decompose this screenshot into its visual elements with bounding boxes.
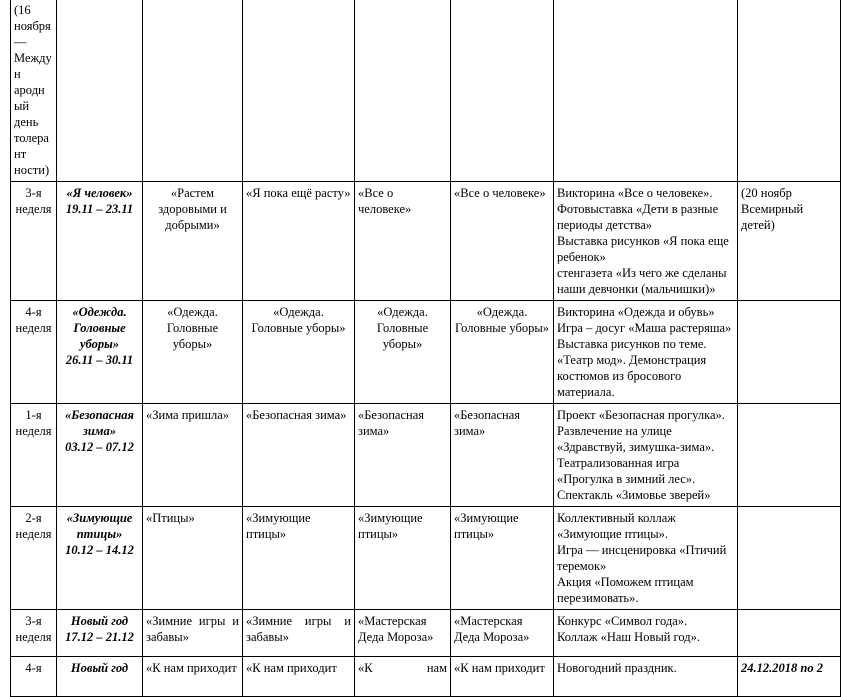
empty-cell	[738, 0, 841, 182]
holiday-cell	[738, 610, 841, 657]
theme-title: Новый год	[70, 661, 129, 675]
table-row	[11, 507, 841, 610]
theme-cell	[57, 610, 143, 657]
activity-cell: «Зимующие птицы»	[355, 507, 451, 610]
activity-cell: «Безопасная зима»	[243, 404, 355, 507]
activity-cell: «К нам приходит	[143, 657, 243, 697]
theme-title: «Я человек»	[66, 186, 133, 200]
holiday-cell	[738, 507, 841, 610]
empty-cell	[355, 0, 451, 182]
final-event-cell: Новогодний праздник.	[554, 657, 738, 697]
week-cell: 4-я неделя	[11, 301, 57, 404]
activity-cell: «Птицы»	[143, 507, 243, 610]
theme-dates: 26.11 – 30.11	[65, 353, 134, 367]
holiday-cell: 24.12.2018 по 2	[738, 657, 841, 697]
theme-cell	[57, 301, 143, 404]
empty-cell	[57, 0, 143, 182]
activity-cell: «Безопасная зима»	[451, 404, 554, 507]
table-row	[11, 610, 841, 657]
activity-cell: «Все о человеке»	[355, 182, 451, 301]
week-cell: 1-я неделя	[11, 404, 57, 507]
activity-cell: «Мастерская Деда Мороза»	[451, 610, 554, 657]
empty-cell	[451, 0, 554, 182]
theme-dates: 17.12 – 21.12	[65, 630, 134, 644]
theme-cell	[57, 507, 143, 610]
table-row	[11, 182, 841, 301]
final-event-cell: Коллективный коллаж «Зимующие птицы». Игра — инсценировка «Птичий теремок» Акция «Поможем птицам перезимовать».	[554, 507, 738, 610]
theme-dates: 10.12 – 14.12	[65, 543, 134, 557]
theme-cell	[57, 404, 143, 507]
activity-cell: «Зимние игры и забавы»	[143, 610, 243, 657]
theme-title: Новый год	[70, 614, 129, 628]
theme-dates: 19.11 – 23.11	[65, 202, 134, 216]
theme-cell	[57, 657, 143, 697]
theme-title: «Одежда. Головные уборы»	[72, 305, 127, 351]
table-row	[11, 657, 841, 697]
theme-dates: 03.12 – 07.12	[65, 440, 134, 454]
activity-cell: «Одежда. Головные уборы»	[243, 301, 355, 404]
final-event-cell: Викторина «Все о человеке». Фотовыставка «Дети в разные периоды детства» Выставка рисунков «Я пока еще ребенок» стенгазета «Из чего же сделаны наши девчонки (мальчишки)»	[554, 182, 738, 301]
final-event-cell: Викторина «Одежда и обувь» Игра – досуг «Маша растеряша» Выставка рисунков по теме. «Театр мод». Демонстрация костюмов из бросового материала.	[554, 301, 738, 404]
activity-cell: «Растем здоровыми и добрыми»	[143, 182, 243, 301]
activity-cell: «Зимующие птицы»	[451, 507, 554, 610]
activity-cell: «Мастерская Деда Мороза»	[355, 610, 451, 657]
holiday-cell: (20 ноябр Всемирный детей)	[738, 182, 841, 301]
theme-title: «Зимующие птицы»	[66, 511, 133, 541]
table-row-top-note	[11, 0, 841, 182]
table-row	[11, 301, 841, 404]
activity-cell: «Одежда. Головные уборы»	[451, 301, 554, 404]
activity-cell: «Все о человеке»	[451, 182, 554, 301]
top-note-cell: (16 ноября — Междун ародный день толерант ности)	[11, 0, 57, 182]
empty-cell	[554, 0, 738, 182]
empty-cell	[143, 0, 243, 182]
thematic-plan-table	[10, 0, 841, 697]
table-row	[11, 404, 841, 507]
holiday-cell	[738, 301, 841, 404]
activity-cell: «Безопасная зима»	[355, 404, 451, 507]
activity-cell: «К нам приходит	[451, 657, 554, 697]
activity-cell: «К нам приходит	[243, 657, 355, 697]
activity-cell: «Зима пришла»	[143, 404, 243, 507]
empty-cell	[243, 0, 355, 182]
final-event-cell: Конкурс «Символ года». Коллаж «Наш Новый год».	[554, 610, 738, 657]
activity-cell: «К нам	[355, 657, 451, 697]
activity-cell: «Одежда. Головные уборы»	[143, 301, 243, 404]
final-event-cell: Проект «Безопасная прогулка». Развлечение на улице «Здравствуй, зимушка-зима». Театрализованная игра «Прогулка в зимний лес». Спектакль «Зимовье зверей»	[554, 404, 738, 507]
week-cell: 2-я неделя	[11, 507, 57, 610]
activity-cell: «Одежда. Головные уборы»	[355, 301, 451, 404]
activity-cell: «Я пока ещё расту»	[243, 182, 355, 301]
week-cell: 3-я неделя	[11, 610, 57, 657]
week-cell: 3-я неделя	[11, 182, 57, 301]
holiday-cell	[738, 404, 841, 507]
activity-cell: «Зимующие птицы»	[243, 507, 355, 610]
activity-cell: «Зимние игры и забавы»	[243, 610, 355, 657]
theme-cell	[57, 182, 143, 301]
theme-title: «Безопасная зима»	[65, 408, 134, 438]
week-cell: 4-я	[11, 657, 57, 697]
